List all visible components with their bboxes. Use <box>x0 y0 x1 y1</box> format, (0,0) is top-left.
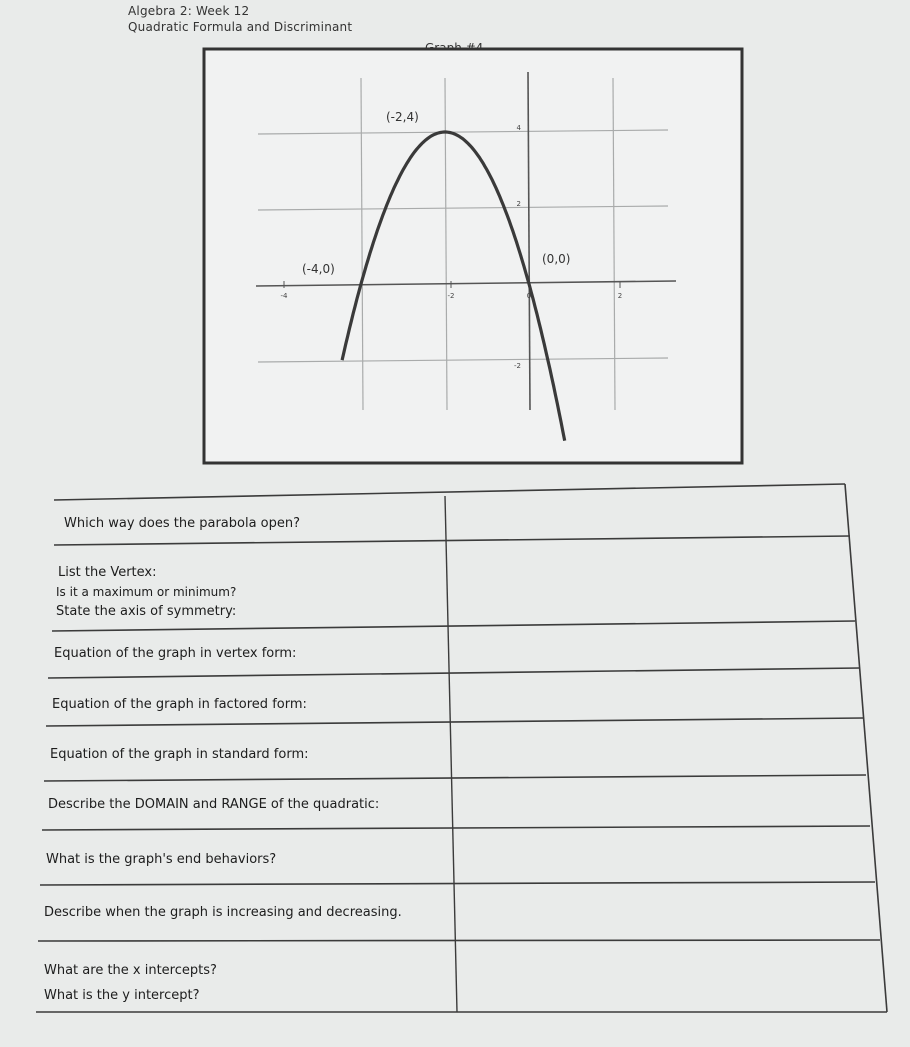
table-row-line <box>48 668 860 678</box>
x-tick-label: -2 <box>447 292 455 300</box>
question-increasing-decreasing: Describe when the graph is increasing and decreasing. <box>44 905 402 920</box>
question-max-min: Is it a maximum or minimum? <box>56 585 237 599</box>
question-opening-direction: Which way does the parabola open? <box>64 516 301 531</box>
worksheet-course-title: Algebra 2: Week 12 <box>128 4 250 18</box>
table-row-line <box>52 621 855 631</box>
y-tick-label: 4 <box>516 124 521 132</box>
question-vertex-form: Equation of the graph in vertex form: <box>54 646 297 661</box>
x-intercept-left-label: (-4,0) <box>302 262 335 276</box>
question-vertex: List the Vertex: <box>58 565 157 580</box>
table-row-line <box>46 718 863 726</box>
x-tick-label: -4 <box>280 292 288 300</box>
question-y-intercept: What is the y intercept? <box>44 988 200 1003</box>
question-end-behavior: What is the graph's end behaviors? <box>46 852 277 867</box>
origin-label: (0,0) <box>542 252 571 266</box>
question-factored-form: Equation of the graph in factored form: <box>52 697 307 712</box>
y-tick-label: -2 <box>514 362 521 370</box>
table-right-border <box>845 484 887 1012</box>
x-tick-label: 0 <box>526 292 532 300</box>
table-row-line <box>38 940 880 941</box>
question-x-intercepts: What are the x intercepts? <box>44 963 217 978</box>
worksheet-topic-title: Quadratic Formula and Discriminant <box>128 20 353 34</box>
table-row-line <box>54 536 850 545</box>
table-row-line <box>54 484 845 500</box>
y-tick-label: 2 <box>516 200 521 208</box>
x-tick-label: 2 <box>617 292 623 300</box>
table-row-line <box>40 882 875 885</box>
table-row-line <box>44 775 866 781</box>
vertex-label: (-2,4) <box>386 110 419 124</box>
table-column-divider <box>445 496 457 1012</box>
table-row-line <box>42 826 870 830</box>
question-axis-of-symmetry: State the axis of symmetry: <box>56 604 237 619</box>
question-domain-range: Describe the DOMAIN and RANGE of the quadratic: <box>48 797 380 812</box>
question-standard-form: Equation of the graph in standard form: <box>50 747 309 762</box>
